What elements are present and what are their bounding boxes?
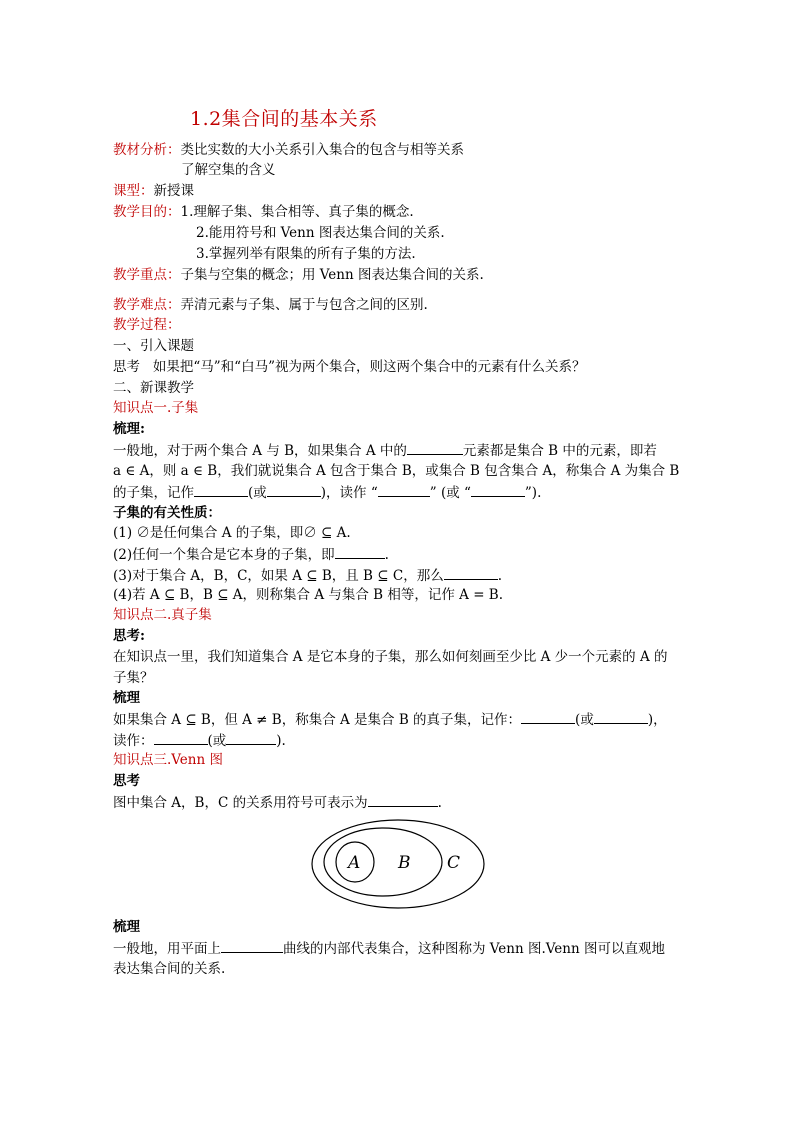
- blank-11: [226, 730, 276, 745]
- diff-value: 弄清元素与子集、属于与包含之间的区别.: [180, 297, 428, 313]
- think3-part-b: .: [437, 795, 442, 811]
- kp1-heading: 知识点一.子集: [113, 400, 199, 416]
- comb2-heading: 梳理: [113, 690, 140, 706]
- p3-part-e: ”).: [524, 485, 542, 501]
- difficulties: [113, 295, 428, 315]
- p4-part-a: 如果集合 A ⊆ B，但 A ≠ B，称集合 A 是集合 B 的真子集，记作：: [113, 712, 522, 728]
- prop-4: (4)若 A ⊆ B，B ⊆ A，则称集合 A 与集合 B 相等，记作 A = B.: [113, 587, 504, 603]
- p2: a ∈ A，则 a ∈ B，我们就说集合 A 包含于集合 B，或集合 B 包含集合 A，称集合 A 为集合 B: [113, 463, 680, 479]
- venn-set-b: [324, 828, 442, 896]
- p3-part-c: )，读作 “: [320, 485, 378, 501]
- p6: [113, 938, 665, 959]
- blank-13: [221, 938, 283, 953]
- venn-label-a: A: [348, 853, 361, 873]
- blank-7: [444, 565, 498, 580]
- p3: [113, 482, 541, 503]
- p7: 表达集合间的关系.: [113, 961, 226, 977]
- goal-1: 1.理解子集、集合相等、真子集的概念.: [180, 204, 414, 220]
- analysis-label: 教材分析：: [113, 142, 181, 158]
- p4-part-c: )，: [647, 712, 667, 728]
- type-value: 新授课: [153, 183, 194, 199]
- p6-part-a: 一般地，用平面上: [113, 941, 221, 957]
- blank-3: [267, 482, 321, 497]
- p3-part-b: (或: [248, 485, 267, 501]
- goal-label: 教学目的：: [113, 204, 181, 220]
- analysis-line-1: [113, 140, 464, 160]
- blank-9: [594, 709, 648, 724]
- prop2-part-a: (2)任何一个集合是它本身的子集，即: [113, 547, 335, 563]
- blank-12: [368, 792, 438, 807]
- blank-6: [335, 544, 385, 559]
- goal-3: 3.掌握列举有限集的所有子集的方法.: [196, 246, 416, 262]
- prop-2: [113, 544, 389, 565]
- analysis-text: 类比实数的大小关系引入集合的包含与相等关系: [180, 142, 464, 158]
- think2-line-2: 子集？: [113, 670, 154, 686]
- p1-part-b: 元素都是集合 B 中的元素，即若: [462, 443, 657, 459]
- blank-5: [471, 482, 525, 497]
- venn-label-b: B: [398, 853, 411, 873]
- think3-part-a: 图中集合 A，B，C 的关系用符号可表示为: [113, 795, 368, 811]
- kp2-heading: 知识点二.真子集: [113, 607, 212, 623]
- blank-10: [154, 730, 208, 745]
- p3-part-a: 的子集，记作: [113, 485, 194, 501]
- key-points: [113, 265, 484, 285]
- props-heading: 子集的有关性质：: [113, 505, 221, 521]
- p4-part-b: (或: [575, 712, 594, 728]
- prop3-part-a: (3)对于集合 A，B，C，如果 A ⊆ B，且 B ⊆ C，那么: [113, 568, 444, 584]
- section2-heading: 二、新课教学: [113, 380, 194, 396]
- venn-label-c: C: [447, 853, 461, 873]
- blank-1: [407, 440, 463, 455]
- page-title: 1.2集合间的基本关系: [190, 108, 378, 130]
- think2-line-1: 在知识点一里，我们知道集合 A 是它本身的子集，那么如何刻画至少比 A 少一个元素的 A 的: [113, 649, 668, 665]
- think-label: 思考: [113, 359, 140, 375]
- key-value: 子集与空集的概念；用 Venn 图表达集合间的关系.: [180, 267, 484, 283]
- p5-part-b: (或: [207, 733, 227, 749]
- blank-2: [194, 482, 248, 497]
- blank-4: [378, 482, 430, 497]
- section1-think: [113, 357, 585, 377]
- p5-part-a: 读作：: [113, 733, 154, 749]
- section1-heading: 一、引入课题: [113, 338, 194, 354]
- diff-label: 教学难点：: [113, 297, 181, 313]
- think3-text: [113, 792, 442, 813]
- think-text: 如果把“马”和“白马”视为两个集合，则这两个集合中的元素有什么关系？: [152, 359, 586, 375]
- analysis-line-2: 了解空集的含义: [181, 162, 276, 178]
- kp3-heading: 知识点三.Venn 图: [113, 752, 223, 768]
- comb3-heading: 梳理: [113, 919, 140, 935]
- goal-line-1: [113, 202, 414, 222]
- process-label: 教学过程：: [113, 317, 181, 333]
- p5: [113, 730, 286, 751]
- lesson-type: [113, 181, 194, 201]
- p4: [113, 709, 667, 730]
- type-label: 课型：: [113, 183, 154, 199]
- prop-1: (1) ∅是任何集合 A 的子集，即∅ ⊆ A.: [113, 525, 351, 541]
- prop-3: [113, 565, 502, 586]
- p1: [113, 440, 657, 461]
- venn-diagram: [310, 818, 486, 910]
- p5-part-c: ).: [276, 733, 286, 749]
- p6-part-b: 曲线的内部代表集合，这种图称为 Venn 图.Venn 图可以直观地: [283, 941, 665, 957]
- prop2-part-b: .: [384, 547, 389, 563]
- p1-part-a: 一般地，对于两个集合 A 与 B，如果集合 A 中的: [113, 443, 407, 459]
- prop3-part-b: .: [497, 568, 503, 584]
- think2-label: 思考:: [113, 628, 145, 644]
- goal-2: 2.能用符号和 Venn 图表达集合间的关系.: [196, 225, 445, 241]
- key-label: 教学重点：: [113, 267, 181, 283]
- think3-label: 思考: [113, 773, 140, 789]
- p3-part-d: ” (或 “: [429, 485, 471, 501]
- blank-8: [521, 709, 575, 724]
- comb-heading: 梳理:: [113, 421, 145, 437]
